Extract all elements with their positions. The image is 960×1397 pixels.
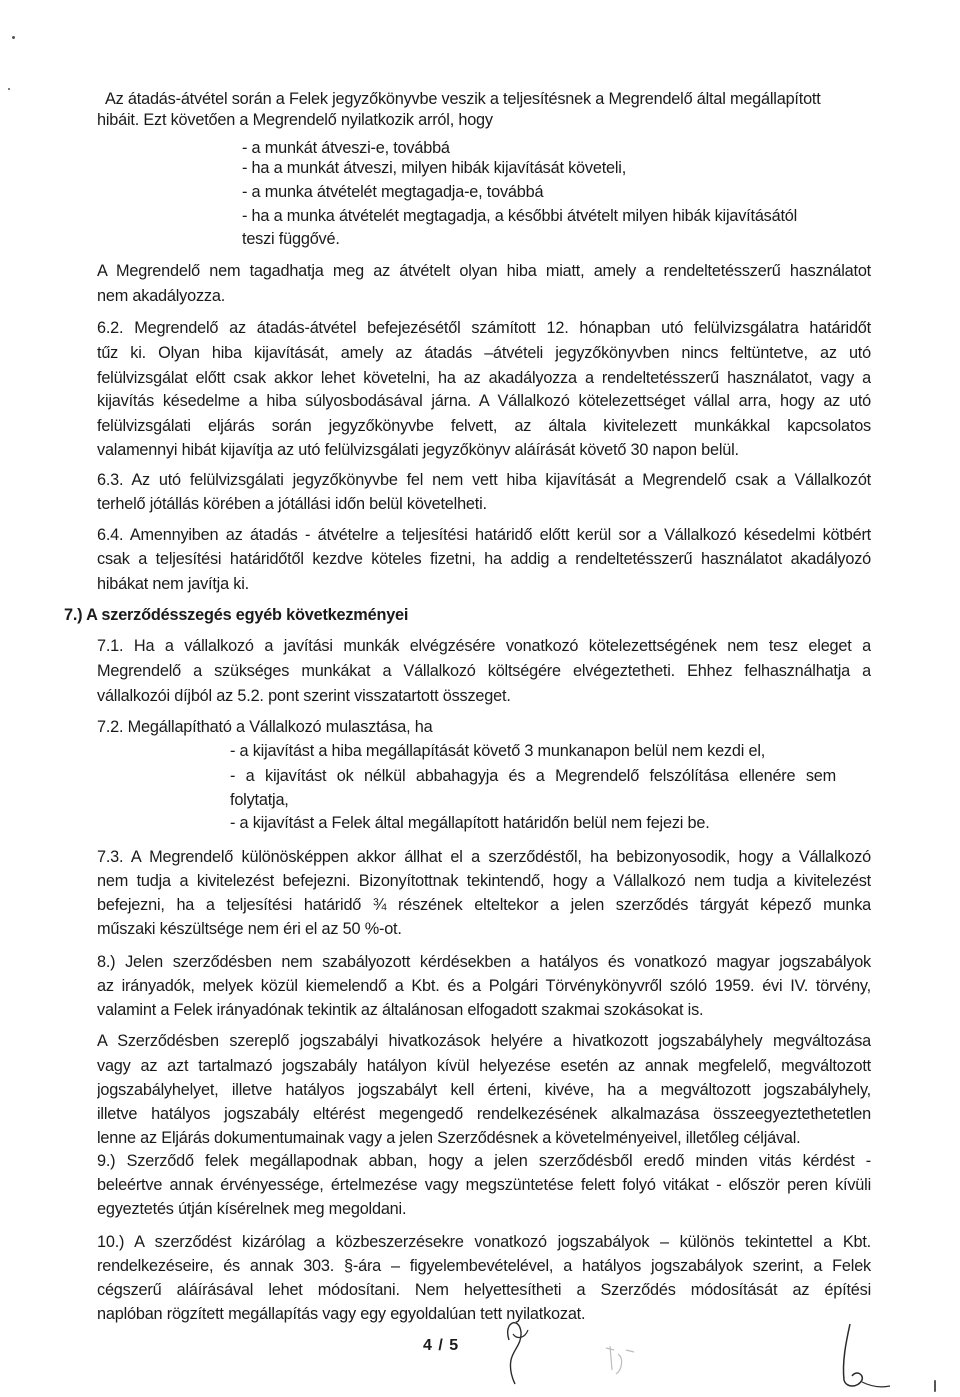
text-line: felülvizsgálati eljárás során jegyzőkönyvbe felvett, az általa kivitelezett munkákkal kapcsolatos (97, 417, 871, 435)
text-line: 7.2. Megállapítható a Vállalkozó mulasztása, ha (97, 718, 433, 736)
text-line: jogszabályhelyet, illetve hatályos jogszabályt kell érteni, kivéve, ha a megváltozott jogszabályhely, (97, 1081, 871, 1099)
page-number: 4 / 5 (423, 1337, 460, 1354)
text-line: A Szerződésben szereplő jogszabályi hivatkozások helyére a hivatkozott jogszabályhely megváltozása (97, 1032, 871, 1050)
text-line: 7.1. Ha a vállalkozó a javítási munkák elvégzésére vonatkozó kötelezettségének nem tesz eleget a (97, 637, 871, 655)
text-line: beleértve annak érvényessége, értelmezése vagy megszüntetése felett folyó vitákat - először peren kívüli (97, 1176, 871, 1194)
text-line: - ha a munka átvételét megtagadja, a későbbi átvételt milyen hibák kijavításától (242, 207, 798, 225)
text-line: - ha a munkát átveszi, milyen hibák kijavítását követeli, (242, 159, 627, 177)
text-line: valamennyi hibát kijavítja az utó felülvizsgálati jegyzőkönyv aláírását követő 30 napon belül. (97, 441, 739, 459)
text-line: 6.3. Az utó felülvizsgálati jegyzőkönyvbe fel nem vett hiba kijavítását a Megrendelő csak a Vállalkozót (97, 471, 871, 489)
text-line: 6.4. Amennyiben az átadás - átvételre a teljesítési határidő előtt kerül sor a Vállalkozó késedelmi kötbért (97, 526, 871, 544)
text-line: 7.3. A Megrendelő különösképpen akkor állhat el a szerződéstől, ha bebizonyosodik, hogy a Vállalkozó (97, 848, 871, 866)
text-line: - a munkát átveszi-e, továbbá (242, 139, 450, 157)
text-line: hibáit. Ezt követően a Megrendelő nyilatkozik arról, hogy (97, 111, 493, 129)
scan-speck (12, 36, 15, 39)
text-line: egyeztetés útján kísérelnek meg megoldani. (97, 1200, 407, 1218)
section-heading: 7.) A szerződésszegés egyéb következményei (64, 606, 409, 624)
text-line: Az átadás-átvétel során a Felek jegyzőkönyvbe veszik a teljesítésnek a Megrendelő által megállapított (105, 90, 821, 108)
text-line: rendelkezéseire, és annak 303. §-ára – figyelembevételével, a hatályos jogszabályok szerint, a Felek (97, 1257, 871, 1275)
text-line: 8.) Jelen szerződésben nem szabályozott kérdésekben a hatályos és vonatkozó magyar jogszabályok (97, 953, 871, 971)
text-line: vállalkozói díjból az 5.2. pont szerint visszatartott összeget. (97, 687, 511, 705)
text-line: folytatja, (230, 791, 289, 809)
text-line: 9.) Szerződő felek megállapodnak abban, hogy a jelen szerződésből eredő minden vitás kérdést - (97, 1152, 871, 1170)
text-line: lenne az Eljárás dokumentumainak vagy a jelen Szerződésnek a követelményeivel, illetőleg céljával. (97, 1129, 801, 1147)
text-line: terhelő jótállás körében a jótállási időn belül követelheti. (97, 495, 487, 513)
text-line: nem tudja a kivitelezést befejezni. Bizonyítottnak tekintendő, hogy a Vállalkozó nem tudja a kivitelezést (97, 872, 871, 890)
text-line: befejezni, ha a teljesítési határidő ¾ részének elteltekor a jelen szerződés tárgyát képező munka (97, 896, 871, 914)
text-line: A Megrendelő nem tagadhatja meg az átvételt olyan hiba miatt, amely a rendeltetésszerű használatot (97, 262, 871, 280)
text-line: nem akadályozza. (97, 287, 226, 305)
text-line: kijavítás késedelme a hiba súlyosbodásával járna. A Vállalkozó kötelezettséget vállal arra, hogy az utó (97, 392, 871, 410)
text-line: valamint a Felek irányadónak tekintik az általánosan elfogadott szakmai szokásokat is. (97, 1001, 704, 1019)
text-line: tűz ki. Olyan hiba kijavítását, amely az átadás –átvételi jegyzőkönyvben nincs feltüntetve, az utó (97, 344, 871, 362)
text-line: naplóban rögzített megállapítás vagy egy egyoldalúan tett nyilatkozat. (97, 1305, 586, 1323)
text-line: felülvizsgálat előtt csak akkor lehet követelni, ha az akadályozza a rendeltetésszerű használatot, vagy a (97, 369, 871, 387)
text-line: - a kijavítást a hiba megállapítását követő 3 munkanapon belül nem kezdi el, (230, 742, 766, 760)
text-line: 6.2. Megrendelő az átadás-átvétel befejezésétől számított 12. hónapban utó felülvizsgálatra határidőt (97, 319, 871, 337)
text-line: - a kijavítást a Felek által megállapított határidőn belül nem fejezi be. (230, 814, 710, 832)
text-line: hibákat nem javítja ki. (97, 575, 249, 593)
text-line: az irányadók, melyek közül kiemelendő a Kbt. és a Polgári Törvénykönyvről szóló 1959. évi IV. törvény, (97, 977, 871, 995)
handwritten-signature-mark (832, 1322, 892, 1392)
faint-stamp-mark (600, 1340, 640, 1385)
text-line: illetve hatályos jogszabály eltérést megengedő rendelkezésének alkalmazása összeegyeztethetetlen (97, 1105, 871, 1123)
text-line: - a munka átvételét megtagadja-e, továbbá (242, 183, 544, 201)
scan-edge-mark (934, 1380, 936, 1392)
text-line: 10.) A szerződést kizárólag a közbeszerzésekre vonatkozó jogszabályok – különös tekintettel a Kbt. (97, 1233, 871, 1251)
text-line: műszaki készültsége nem éri el az 50 %-ot. (97, 920, 402, 938)
text-line: vagy az azt tartalmazó jogszabály hatályon kívül helyezése esetén az annak megfelelő, megváltozott (97, 1057, 871, 1075)
scan-speck (8, 88, 10, 90)
text-line: cégszerű aláírásával lehet módosítani. Nem helyettesítheti a Szerződés módosítását az építési (97, 1281, 871, 1299)
text-line: teszi függővé. (242, 230, 340, 248)
text-line: Megrendelő a szükséges munkákat a Vállalkozó költségére elvégeztetheti. Ehhez felhasználhatja a (97, 662, 871, 680)
text-line: csak a teljesítési határidőtől kezdve köteles fizetni, ha addig a rendeltetésszerű használatot akadályozó (97, 550, 871, 568)
text-line: - a kijavítást ok nélkül abbahagyja és a Megrendelő felszólítása ellenére sem (230, 767, 836, 785)
